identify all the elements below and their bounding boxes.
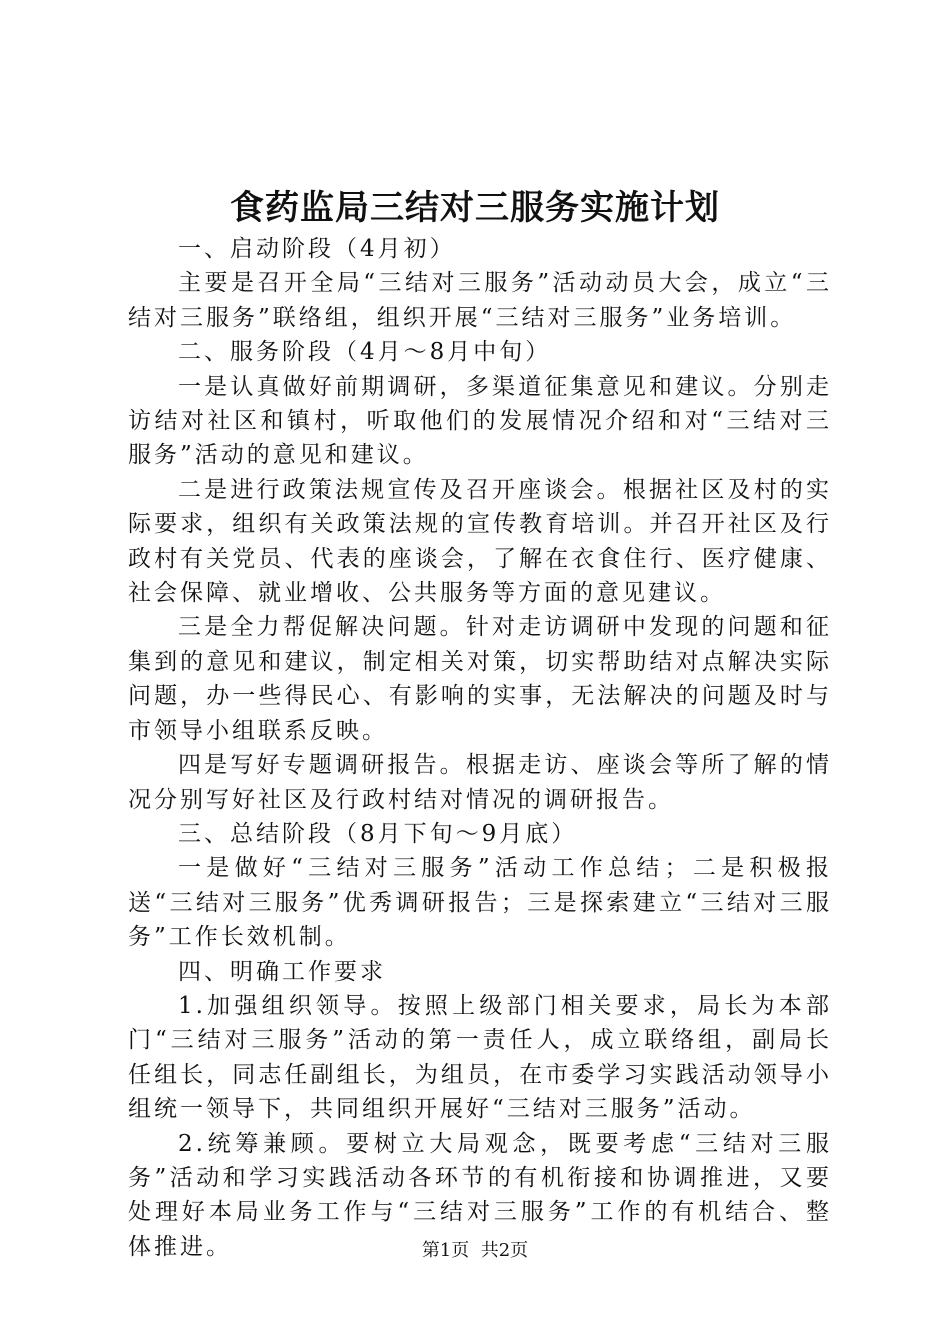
- document-body: [128, 232, 832, 1264]
- section-heading-3: 三、总结阶段（8月下旬～9月底）: [178, 820, 578, 847]
- paragraph-7: 1.加强组织领导。按照上级部门相关要求，局长为本部门“三结对三服务”活动的第一责任人，成立联络组，副局长任组长，同志任副组长，为组员，在市委学习实践活动领导小组统一领导下，共同组织开展好“三结对三服务”活动。: [128, 992, 832, 1123]
- page-footer: [0, 1239, 950, 1263]
- paragraph-1: 主要是召开全局“三结对三服务”活动动员大会，成立“三结对三服务”联络组，组织开展“三结对三服务”业务培训。: [128, 270, 832, 331]
- paragraph-5: 四是写好专题调研报告。根据走访、座谈会等所了解的情况分别写好社区及行政村结对情况的调研报告。: [128, 752, 832, 813]
- paragraph-8: 2.统筹兼顾。要树立大局观念，既要考虑“三结对三服务”活动和学习实践活动各环节的有机衔接和协调推进，又要处理好本局业务工作与“三结对三服务”工作的有机结合、整体推进。: [128, 1130, 832, 1260]
- section-heading-1: 一、启动阶段（4月初）: [178, 236, 456, 262]
- section-heading-2: 二、服务阶段（4月～8月中旬）: [178, 339, 552, 366]
- paragraph-3: 二是进行政策法规宣传及召开座谈会。根据社区及村的实际要求，组织有关政策法规的宣传教育培训。并召开社区及行政村有关党员、代表的座谈会，了解在衣食住行、医疗健康、社会保障、就业增收、公共服务等方面的意见建议。: [128, 476, 832, 607]
- paragraph-2: 一是认真做好前期调研，多渠道征集意见和建议。分别走访结对社区和镇村，听取他们的发展情况介绍和对“三结对三服务”活动的意见和建议。: [128, 373, 832, 469]
- paragraph-6: 一是做好“三结对三服务”活动工作总结；二是积极报送“三结对三服务”优秀调研报告；三是探索建立“三结对三服务”工作长效机制。: [128, 855, 832, 951]
- section-heading-4: 四、明确工作要求: [178, 958, 386, 985]
- page-number-label: 第1页 共2页: [421, 1240, 529, 1261]
- paragraph-4: 三是全力帮促解决问题。针对走访调研中发现的问题和征集到的意见和建议，制定相关对策，切实帮助结对点解决实际问题，办一些得民心、有影响的实事，无法解决的问题及时与市领导小组联系反映。: [128, 614, 832, 744]
- document-title: 食药监局三结对三服务实施计划: [230, 188, 720, 228]
